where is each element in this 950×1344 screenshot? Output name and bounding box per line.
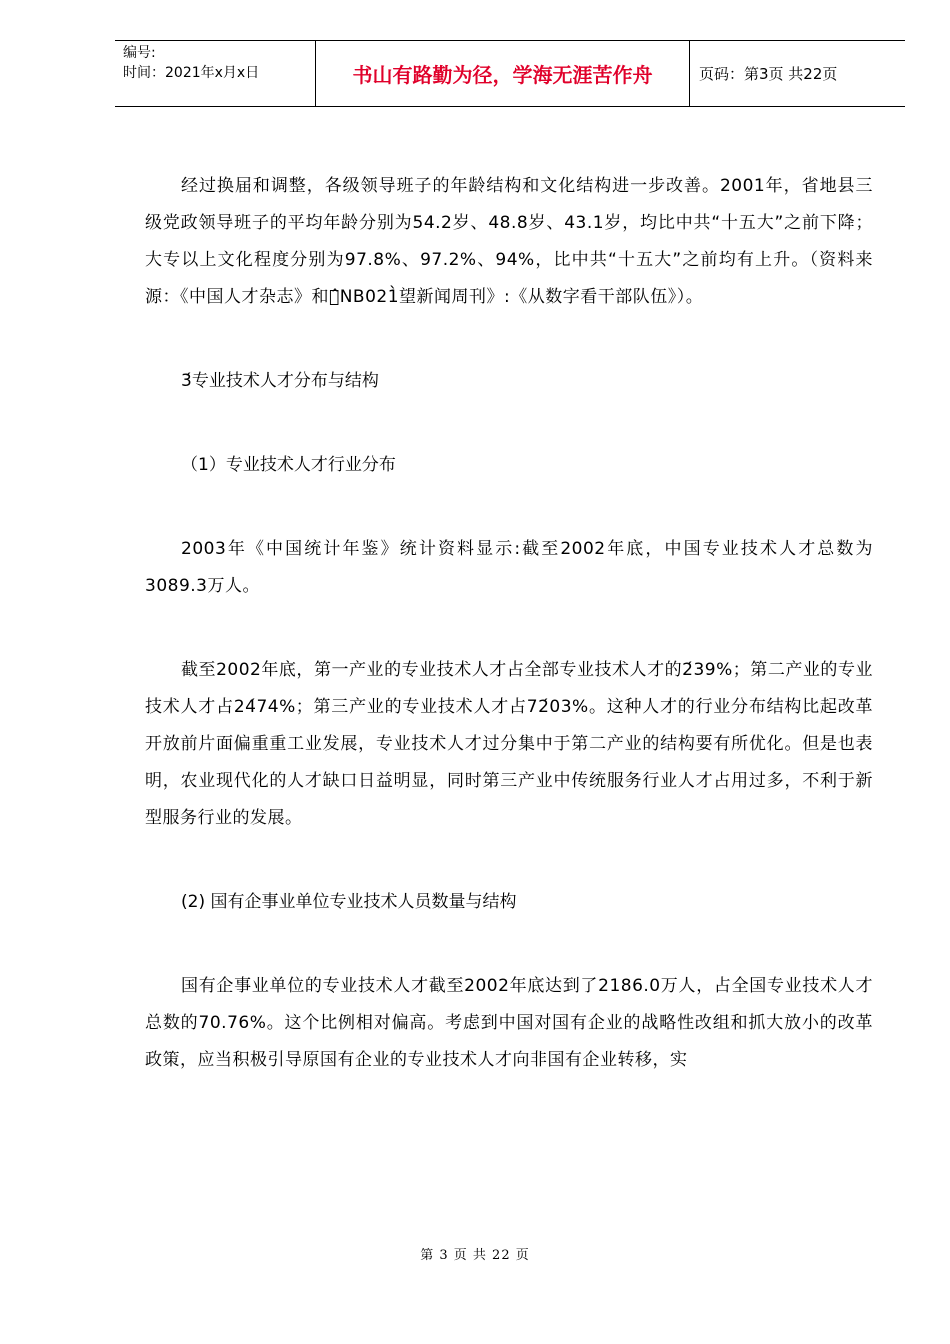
paragraph-leadership: 经过换届和调整，各级领导班子的年龄结构和文化结构进一步改善。2001年，省地县三级党政领导班子的平均年龄分别为54.2岁、48.8岁、43.1岁，均比中共“十五大”之前下降；大专以上文化程度分别为97.8%、97.2%、94%，比中共“十五大”之前均有上升。（资料来源：《中国人才杂志》和《̂NB021̀望新闻周刊》:《从数字看干部队伍》）。	[145, 176, 873, 307]
paragraph-statistics: 2003年《中国统计年鉴》统计资料显示:截至2002年底，中国专业技术人才总数为3089.3万人。	[145, 539, 873, 596]
paragraph-industry-distribution: 截至2002年底，第一产业的专业技术人才占全部专业技术人才的2́39%；第二产业的专业技术人才占24́74%；第三产业的专业技术人才占72́03%。这种人才的行业分布结构比起改革开放前片面偏重重工业发展，专业技术人才过分集中于第二产业的结构要有所优化。但是也表明，农业现代化的人才缺口日益明显，同时第三产业中传统服务行业人才占用过多，不利于新型服务行业的发展。	[145, 660, 873, 828]
document-body	[145, 168, 873, 1079]
paragraph-state-owned: 国有企事业单位的专业技术人才截至2002年底达到了2186.0万人，占全国专业技术人才总数的70.76%。这个比例相对偏高。考虑到中国对国有企业的战略性改组和抓大放小的改革政策，应当积极引导原国有企业的专业技术人才向非国有企业转移，实	[145, 976, 873, 1070]
page-header	[115, 40, 905, 107]
subheading-1: （1）专业技术人才行业分布	[181, 455, 396, 475]
time-label: 时间：2021年x月x日	[123, 65, 260, 81]
serial-label: 编号:	[123, 45, 156, 61]
section-heading-3: 3́专业技术人才分布与结构	[181, 371, 379, 391]
header-motto: 书山有路勤为径，学海无涯苦作舟	[316, 41, 690, 106]
header-meta-cell	[115, 41, 316, 106]
header-page-info: 页码：第3页 共22页	[699, 65, 838, 83]
subheading-2: (2) 国有企事业单位专业技术人员数量与结构	[181, 892, 517, 912]
page-footer: 第 3 页 共 22 页	[420, 1248, 530, 1263]
